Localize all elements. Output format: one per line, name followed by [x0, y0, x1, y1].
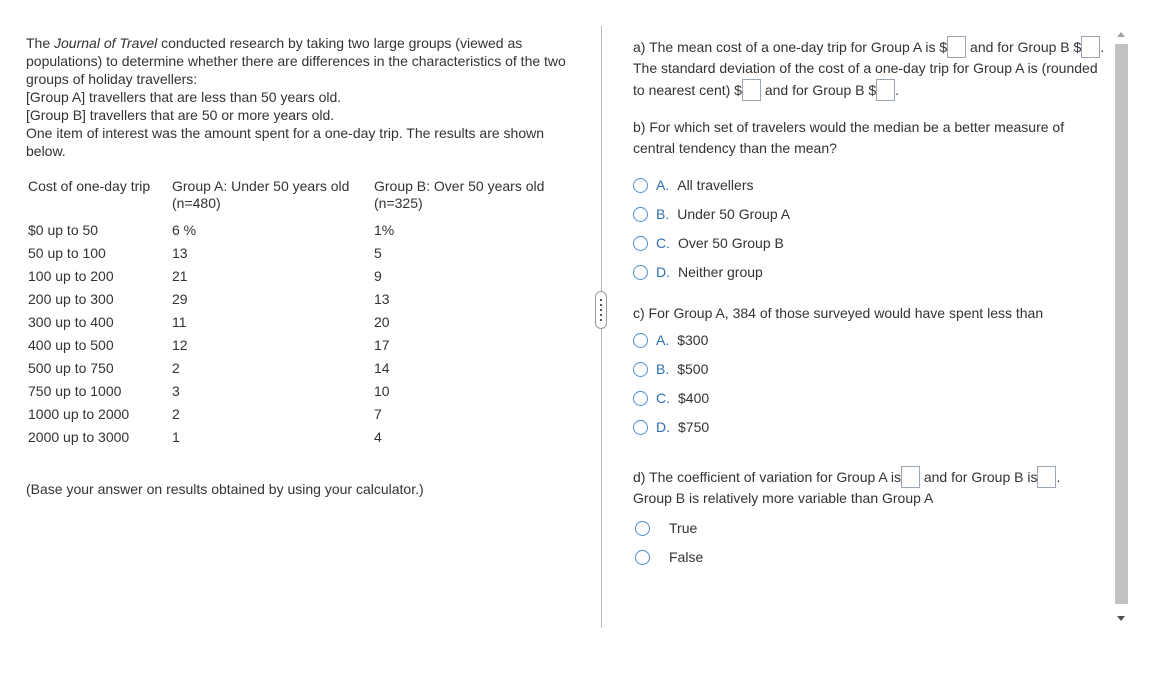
sd-group-a-input[interactable] [742, 79, 761, 101]
pane-resize-handle[interactable] [595, 291, 607, 329]
group-a-cell: 6 % [172, 221, 197, 238]
interest-statement: One item of interest was the amount spent for a one-day trip. The results are shown below. [26, 125, 545, 159]
radio-button-icon[interactable] [635, 521, 650, 536]
group-a-cell: 1 [172, 428, 180, 445]
choice-letter: B. [656, 361, 670, 377]
radio-button-icon[interactable] [633, 362, 648, 377]
cost-range-cell: 50 up to 100 [28, 244, 106, 261]
choice-letter: C. [656, 235, 670, 251]
group-a-n: (n=480) [172, 195, 221, 211]
group-b-cell: 13 [374, 290, 390, 307]
table-row [28, 379, 544, 402]
group-b-cell: 10 [374, 382, 390, 399]
option-label: False [669, 549, 704, 565]
table-row [28, 287, 544, 310]
choice-letter: B. [656, 206, 670, 222]
choice-text: Under 50 Group A [677, 206, 791, 222]
question-b-choice-d[interactable] [633, 258, 1105, 287]
cost-range-cell: 400 up to 500 [28, 336, 114, 353]
choice-letter: D. [656, 264, 670, 280]
true-false-statement: Group B is relatively more variable than Group A [633, 490, 934, 506]
true-false-choices [633, 514, 1105, 572]
choice-letter: C. [656, 390, 670, 406]
radio-button-icon[interactable] [633, 391, 648, 406]
sd-group-b-input[interactable] [876, 79, 895, 101]
group-a-cell: 11 [172, 313, 187, 330]
group-a-cell: 3 [172, 382, 180, 399]
cv-mid: and for Group B is [919, 469, 1038, 485]
group-a-cell: 21 [172, 267, 188, 284]
intro-text-1: The [26, 35, 55, 51]
choice-text: $500 [677, 361, 709, 377]
radio-button-icon[interactable] [635, 550, 650, 565]
group-b-cell: 1% [374, 221, 395, 238]
sd-end: . [895, 82, 900, 98]
table-row [28, 356, 544, 379]
group-b-definition: [Group B] travellers that are 50 or more years old. [26, 107, 335, 123]
question-d-cv [633, 466, 1105, 488]
intro-paragraph [26, 34, 566, 88]
question-d [633, 466, 1105, 572]
radio-button-icon[interactable] [633, 420, 648, 435]
question-c-text: c) For Group A, 384 of those surveyed would have spent less than [633, 305, 1044, 321]
table-body [28, 212, 544, 448]
option-false[interactable] [633, 543, 1105, 572]
cv-group-b-input[interactable] [1037, 466, 1056, 488]
mean-mid: and for Group B $ [966, 39, 1082, 55]
scroll-up-arrow-icon[interactable] [1117, 32, 1125, 37]
radio-button-icon[interactable] [633, 236, 648, 251]
question-b-choice-a[interactable] [633, 171, 1105, 200]
choice-text: $750 [678, 419, 710, 435]
choice-text: All travellers [677, 177, 754, 193]
cost-range-cell: 200 up to 300 [28, 290, 114, 307]
sd-prefix: The standard deviation of the cost of a one-day trip for Group A is (rounded to nearest cent) $ [633, 60, 1098, 98]
group-a-cell: 2 [172, 359, 180, 376]
cv-end: . [1056, 469, 1061, 485]
question-a-sd [633, 58, 1105, 101]
sd-mid: and for Group B $ [760, 82, 877, 98]
cost-range-cell: 100 up to 200 [28, 267, 114, 284]
group-b-cell: 20 [374, 313, 390, 330]
question-c-choice-d[interactable] [633, 413, 1105, 442]
group-b-cell: 7 [374, 405, 382, 422]
question-c [633, 303, 1105, 442]
scroll-down-arrow-icon[interactable] [1117, 616, 1125, 621]
question-b-choice-b[interactable] [633, 200, 1105, 229]
question-b-choices [633, 171, 1105, 287]
choice-text: Over 50 Group B [678, 235, 784, 251]
choice-letter: D. [656, 419, 670, 435]
cost-range-cell: 300 up to 400 [28, 313, 114, 330]
problem-intro [26, 34, 566, 160]
cv-prefix: d) The coefficient of variation for Group A is [633, 469, 901, 485]
questions-pane [633, 36, 1105, 572]
question-c-choice-a[interactable] [633, 326, 1105, 355]
header-cost: Cost of one-day trip [28, 178, 151, 194]
mean-prefix: a) The mean cost of a one-day trip for Group A is $ [633, 39, 948, 55]
calculator-note: (Base your answer on results obtained by using your calculator.) [26, 481, 424, 497]
radio-button-icon[interactable] [633, 178, 648, 193]
option-true[interactable] [633, 514, 1105, 543]
mean-end: . [1100, 39, 1105, 55]
table-row [28, 402, 544, 425]
choice-text: $300 [677, 332, 709, 348]
question-c-choices [633, 326, 1105, 442]
question-a [633, 36, 1105, 101]
grip-dots-icon [600, 299, 602, 321]
problem-pane [26, 34, 566, 498]
cost-range-cell: 500 up to 750 [28, 359, 114, 376]
scroll-thumb[interactable] [1115, 44, 1128, 604]
cost-range-cell: 750 up to 1000 [28, 382, 122, 399]
mean-group-a-input[interactable] [947, 36, 966, 58]
option-label: True [669, 520, 698, 536]
radio-button-icon[interactable] [633, 333, 648, 348]
group-a-cell: 12 [172, 336, 188, 353]
group-b-cell: 4 [374, 428, 382, 445]
table-row [28, 425, 544, 448]
table-header-row [28, 178, 544, 212]
table-row [28, 264, 544, 287]
cost-range-cell: 2000 up to 3000 [28, 428, 130, 445]
table-row [28, 241, 544, 264]
table-row [28, 310, 544, 333]
mean-group-b-input[interactable] [1081, 36, 1100, 58]
question-b [633, 117, 1105, 287]
cost-range-cell: $0 up to 50 [28, 221, 99, 238]
choice-letter: A. [656, 177, 670, 193]
question-b-text: b) For which set of travelers would the median be a better measure of central tendency than the mean? [633, 119, 1065, 156]
table-row [28, 212, 544, 241]
intro-text-2: conducted research by taking two large groups (viewed as populations) to determine whether there are differences in the characteristics of the two groups of holiday travellers: [26, 35, 566, 87]
cv-group-a-input[interactable] [901, 466, 920, 488]
question-c-choice-c[interactable] [633, 384, 1105, 413]
choice-letter: A. [656, 332, 670, 348]
question-a-mean [633, 36, 1105, 58]
group-b-cell: 17 [374, 336, 390, 353]
group-a-definition: [Group A] travellers that are less than 50 years old. [26, 89, 342, 105]
radio-button-icon[interactable] [633, 265, 648, 280]
group-a-cell: 29 [172, 290, 188, 307]
header-group-b: Group B: Over 50 years old (n=325) [374, 178, 545, 211]
group-b-cell: 5 [374, 244, 382, 261]
header-group-a: Group A: Under 50 years old (n=480) [172, 178, 350, 211]
group-b-n: (n=325) [374, 195, 423, 211]
cost-table [28, 178, 544, 448]
question-b-choice-c[interactable] [633, 229, 1105, 258]
radio-button-icon[interactable] [633, 207, 648, 222]
question-c-choice-b[interactable] [633, 355, 1105, 384]
choice-text: $400 [678, 390, 710, 406]
table-row [28, 333, 544, 356]
vertical-scrollbar[interactable] [1113, 28, 1130, 628]
group-b-cell: 14 [374, 359, 390, 376]
group-a-cell: 2 [172, 405, 180, 422]
group-a-cell: 13 [172, 244, 188, 261]
group-b-cell: 9 [374, 267, 382, 284]
journal-name: Journal of Travel [54, 35, 158, 51]
choice-text: Neither group [678, 264, 763, 280]
cost-range-cell: 1000 up to 2000 [28, 405, 130, 422]
